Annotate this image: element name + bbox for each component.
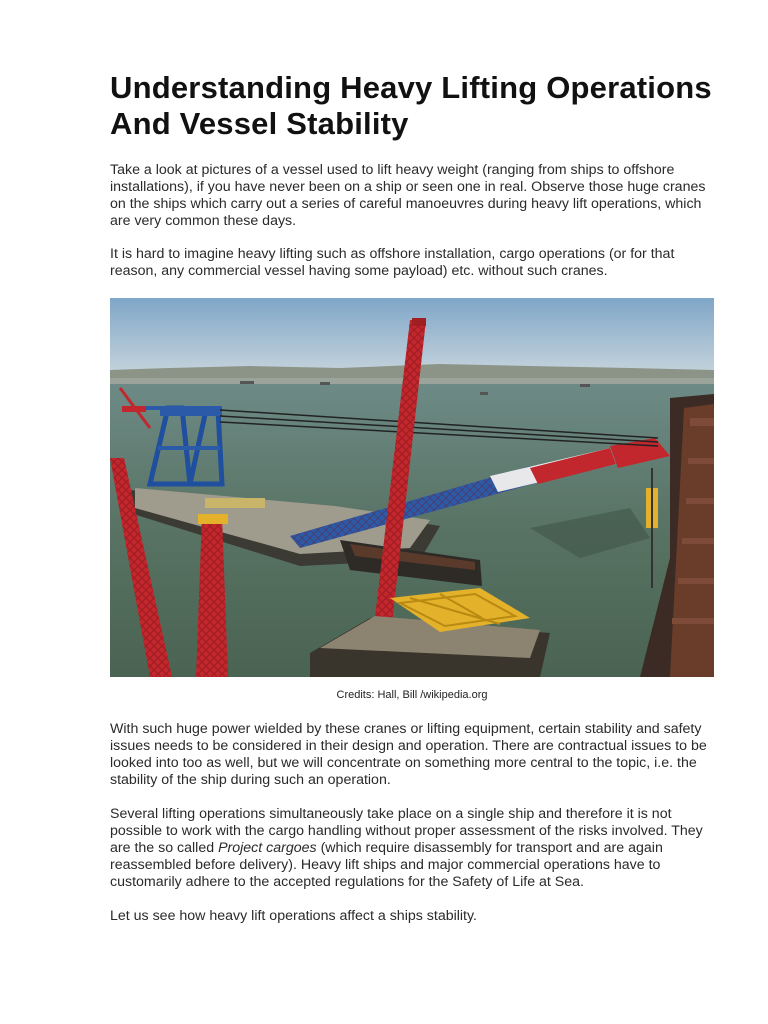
paragraph-text-after: (which require disassembly for transport and are again reassembled before delivery). Heavy lift ships and major commercial operations have to customarily adhere to the accepted regulations for the Safety of Life at Sea. <box>110 840 663 890</box>
paragraph-project-cargoes <box>110 806 714 891</box>
paragraph-text-before: Several lifting operations simultaneously take place on a single ship and therefore it is not possible to work with the cargo handling without proper assessment of the risks involved. They are the so called <box>110 806 703 856</box>
paragraph-intro: Take a look at pictures of a vessel used to lift heavy weight (ranging from ships to offshore installations), if you have never been on a ship or seen one in real. Observe those huge cranes on the ships which carry out a series of careful manoeuvres during heavy lift operations, which are very common these days. <box>110 162 706 229</box>
article-title: Understanding Heavy Lifting Operations And Vessel Stability <box>110 70 712 141</box>
project-cargoes-term: Project cargoes <box>218 840 317 856</box>
crane-barge-photo <box>110 298 714 677</box>
paragraph-closing: Let us see how heavy lift operations affect a ships stability. <box>110 908 477 924</box>
article <box>110 70 714 925</box>
paragraph-stability: With such huge power wielded by these cranes or lifting equipment, certain stability and safety issues needs to be considered in their design and operation. There are contractual issues to be looked into too as well, but we will concentrate on something more central to the topic, i.e. the stability of the ship during such an operation. <box>110 721 707 788</box>
paragraph-cranes: It is hard to imagine heavy lifting such as offshore installation, cargo operations (or for that reason, any commercial vessel having some payload) etc. without such cranes. <box>110 246 675 279</box>
photo-caption: Credits: Hall, Bill /wikipedia.org <box>336 689 488 701</box>
